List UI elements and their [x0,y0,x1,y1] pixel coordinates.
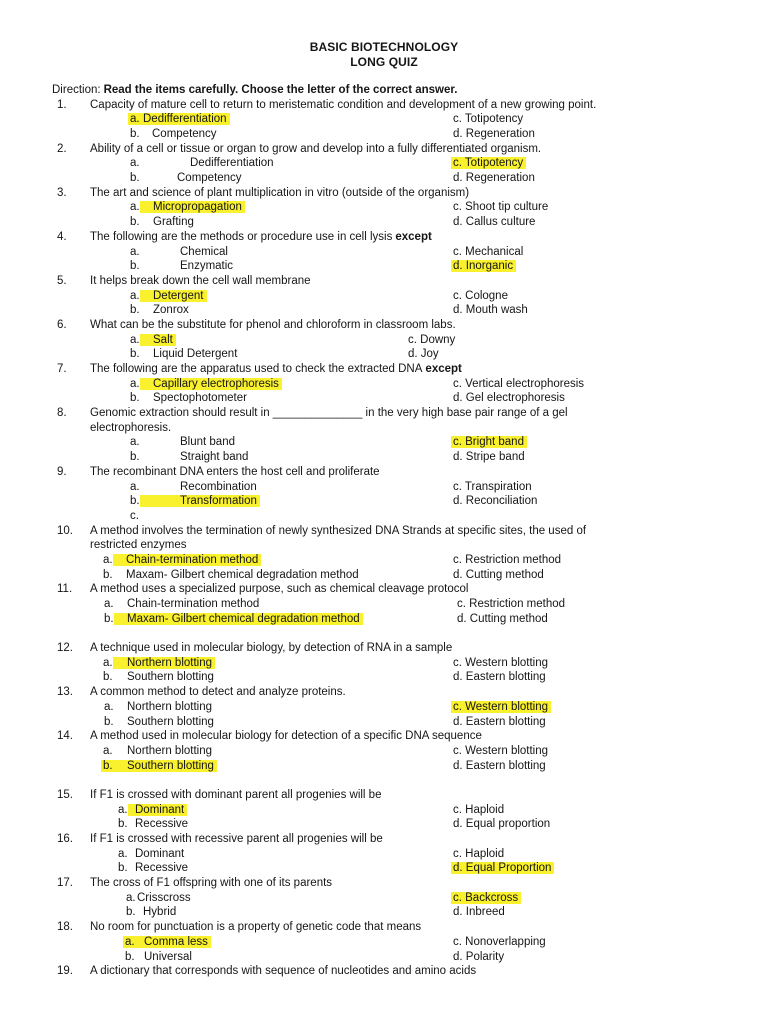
option-row [0,657,768,672]
question-text-row [0,730,768,745]
question-3 [0,187,768,231]
option-text: Southern blotting [127,715,214,728]
option-row [0,554,768,569]
option-letter: b. [104,612,114,625]
question-number: 2. [57,142,67,155]
question-number: 19. [57,965,73,978]
question-text-row [0,319,768,334]
option-letter: b. [103,568,113,581]
question-17 [0,877,768,921]
question-1 [0,99,768,143]
question-text: A method uses a specialized purpose, such as chemical cleavage protocol [90,583,469,596]
question-text-row [0,187,768,202]
option-text: Detergent [140,290,207,302]
question-text: Genomic extraction should result in ______________ in the very high base pair range of a gel [90,407,568,420]
option-text: d. Equal proportion [453,818,551,831]
option-row [0,716,768,731]
quiz-title-line2: LONG QUIZ [350,54,418,69]
option-text: Enzymatic [180,260,234,273]
option-text: Universal [144,950,192,963]
question-number: 8. [57,407,67,420]
question-text: The cross of F1 offspring with one of its parents [90,877,333,890]
question-number: 16. [57,833,73,846]
option-letter: a. [118,847,128,860]
option-row [0,804,768,819]
option-letter: a. [103,656,113,669]
quiz-title-line1: BASIC BIOTECHNOLOGY [309,40,459,54]
question-text-row [0,686,768,701]
option-text: Recessive [135,818,189,831]
question-9 [0,466,768,525]
question-text: restricted enzymes [90,539,187,552]
option-row [0,436,768,451]
option-text: Straight band [180,451,249,464]
option-letter: b. [125,950,135,963]
option-text: Northern blotting [127,700,213,713]
option-row [0,745,768,760]
question-text: If F1 is crossed with dominant parent all progenies will be [90,788,382,801]
question-text: Capacity of mature cell to return to meristematic condition and development of a new growing point. [90,98,597,111]
option-text: c. Restriction method [457,598,566,611]
question-16 [0,833,768,877]
option-row [0,569,768,584]
option-text: d. Mouth wash [453,304,528,317]
option-row [0,495,768,510]
option-letter: b. [118,818,128,831]
question-8 [0,407,768,466]
option-text: c. Western blotting [453,656,549,669]
question-text: The recombinant DNA enters the host cell and proliferate [90,465,380,478]
option-text: Grafting [153,216,194,229]
option-letter: b. [130,348,140,361]
option-text: d. Reconciliation [453,495,538,508]
question-14 [0,730,768,774]
option-letter: b. [130,216,140,229]
option-letter: b. [118,862,128,875]
option-text: Recombination [180,480,257,493]
option-letter: a. [130,245,140,258]
question-19 [0,965,768,980]
option-letter: a. [130,377,140,390]
option-highlighted: c. Western blotting [451,701,551,713]
question-text-row [0,877,768,892]
question-number: 5. [57,274,67,287]
option-letter: a. [130,113,140,126]
option-row [0,701,768,716]
question-text: If F1 is crossed with recessive parent all progenies will be [90,833,383,846]
option-text: d. Joy [408,348,439,361]
option-text: d. Regeneration [453,128,535,141]
question-text-row [0,466,768,481]
question-15 [0,789,768,833]
option-text: c. Cologne [453,289,508,302]
question-text: A common method to detect and analyze proteins. [90,686,346,699]
question-text: A dictionary that corresponds with sequence of nucleotides and amino acids [90,965,477,978]
option-text: Competency [177,172,242,185]
option-letter: b. [104,715,114,728]
option-text: d. Cutting method [457,612,548,625]
option-row [0,378,768,393]
option-letter: a. [130,289,140,302]
option-letter: b. [126,906,136,919]
question-text-row [0,231,768,246]
option-row [0,216,768,231]
option-row [0,334,768,349]
option-text: d. Gel electrophoresis [453,392,565,405]
question-text-row-cont [0,539,768,554]
option-letter: a. [104,700,114,713]
question-13 [0,686,768,730]
title-gap [0,69,768,84]
option-text: Competency [152,128,217,141]
option-letter: a. [130,201,140,214]
title-row-1 [0,40,768,55]
option-text: Recessive [135,862,189,875]
option-highlighted: c. Bright band [451,436,527,448]
question-text: A method used in molecular biology for detection of a specific DNA sequence [90,730,482,743]
option-text: Dominant [128,804,187,816]
option-highlighted: b. Southern blotting [101,760,217,772]
option-text: Maxam- Gilbert chemical degradation method [114,613,363,625]
question-text-row [0,642,768,657]
option-highlighted: a. Dedifferentiation [128,113,230,125]
option-text: c. Downy [408,333,456,346]
option-row [0,892,768,907]
option-text: c. Vertical electrophoresis [453,377,585,390]
option-highlighted: d. Equal Proportion [451,862,554,874]
option-row [0,172,768,187]
option-row [0,862,768,877]
question-number: 7. [57,363,67,376]
option-row [0,598,768,613]
question-text: Ability of a cell or tissue or organ to grow and develop into a fully differentiated organism. [90,142,542,155]
question-7 [0,363,768,407]
option-row [0,510,768,525]
option-row [0,818,768,833]
question-text-row [0,833,768,848]
question-number: 13. [57,686,73,699]
option-letter: a. [126,891,136,904]
option-letter: a. [130,157,140,170]
option-row [0,671,768,686]
option-text: Spectophotometer [153,392,247,405]
option-row [0,392,768,407]
option-row [0,246,768,261]
option-letter: b. [130,128,140,141]
option-highlighted: c. Backcross [451,892,521,904]
question-text-row-cont [0,422,768,437]
option-letter: b. [130,260,140,273]
direction-instruction: Read the items carefully. Choose the letter of the correct answer. [103,83,458,96]
option-text: d. Regeneration [453,172,535,185]
question-text-row [0,789,768,804]
option-row [0,848,768,863]
question-text-bold: except [395,230,432,243]
option-text: Liquid Detergent [153,348,238,361]
option-text: Dedifferentiation [190,157,274,170]
option-letter: b. [130,172,140,185]
question-number: 4. [57,230,67,243]
option-text: Chain-termination method [127,598,260,611]
question-text: electrophoresis. [90,421,172,434]
option-row [0,951,768,966]
option-text: Dominant [135,847,185,860]
option-letter: a. [130,480,140,493]
question-number: 12. [57,642,73,655]
option-row [0,290,768,305]
option-highlighted: d. Inorganic [451,260,516,272]
question-10 [0,525,768,584]
question-11 [0,583,768,627]
question-text: What can be the substitute for phenol and chloroform in classroom labs. [90,318,456,331]
question-text: The art and science of plant multiplication in vitro (outside of the organism) [90,186,470,199]
option-letter: a. [103,553,113,566]
question-number: 10. [57,524,73,537]
option-text: Micropropagation [140,201,245,213]
option-text: Chemical [180,245,228,258]
option-text: c. Nonoverlapping [453,935,546,948]
question-text: A technique used in molecular biology, by detection of RNA in a sample [90,642,453,655]
option-letter: a. [103,744,113,757]
question-text-row [0,965,768,980]
option-text: Maxam- Gilbert chemical degradation method [126,568,359,581]
option-text: Blunt band [180,436,235,449]
option-letter: b. [103,759,113,772]
option-text: Crisscross [137,891,191,904]
option-row [0,936,768,951]
question-text-row [0,525,768,540]
option-row [0,201,768,216]
option-letter: b. [130,392,140,405]
question-text: The following are the methods or procedure use in cell lysis except [90,230,432,243]
option-letter: a. [130,436,140,449]
option-text: Capillary electrophoresis [140,378,282,390]
direction-label: Direction: [52,83,101,96]
option-text: d. Eastern blotting [453,671,546,684]
direction-row [0,84,768,99]
question-text: A method involves the termination of newly synthesized DNA Strands at specific sites, the used of [90,524,587,537]
question-number: 9. [57,465,67,478]
question-text-row [0,407,768,422]
option-text: Salt [140,334,176,346]
option-text: Hybrid [143,906,177,919]
question-text-row [0,583,768,598]
option-row [0,613,768,628]
direction-text [52,84,457,96]
question-text-row [0,921,768,936]
option-text: Chain-termination method [113,554,261,566]
option-text: Transformation [140,495,260,507]
option-text: c. Western blotting [453,744,549,757]
question-4 [0,231,768,275]
option-text: Southern blotting [127,671,214,684]
question-number: 11. [57,583,73,596]
question-number: 17. [57,877,73,890]
option-text: d. Cutting method [453,568,544,581]
question-text: No room for punctuation is a property of genetic code that means [90,921,422,934]
option-text: c. Totipotency [453,113,524,126]
option-text: Northern blotting [113,657,215,669]
question-text: It helps break down the cell wall membrane [90,274,311,287]
question-text-row [0,363,768,378]
question-number: 14. [57,730,73,743]
option-text: Northern blotting [127,744,213,757]
option-text: d. Eastern blotting [453,715,546,728]
question-number: 15. [57,788,73,801]
option-letter: a. [118,803,128,816]
question-number: 3. [57,186,67,199]
question-text-bold: except [425,363,462,376]
option-row [0,304,768,319]
questions-list [0,99,768,980]
option-letter: a. [130,333,140,346]
option-text: c. Haploid [453,847,505,860]
option-text: d. Polarity [453,950,505,963]
option-text: Zonrox [153,304,189,317]
question-6 [0,319,768,363]
option-letter: b. [130,495,140,508]
option-letter: b. [103,671,113,684]
question-number: 6. [57,318,67,331]
option-highlighted: a. Comma less [123,936,211,948]
option-highlighted: c. Totipotency [451,157,526,169]
question-number: 18. [57,921,73,934]
question-12 [0,642,768,686]
question-2 [0,143,768,187]
question-text: The following are the apparatus used to check the extracted DNA except [90,363,462,376]
option-text: c. Haploid [453,803,505,816]
option-text: d. Callus culture [453,216,536,229]
option-row [0,906,768,921]
option-text: c. Shoot tip culture [453,201,549,214]
option-row [0,481,768,496]
option-text: c. Transpiration [453,480,532,493]
question-number: 1. [57,98,67,111]
option-text: c. Mechanical [453,245,524,258]
option-letter: c. [130,509,139,522]
option-text: d. Inbreed [453,906,505,919]
option-letter: b. [130,451,140,464]
option-row [0,348,768,363]
question-text-row [0,143,768,158]
option-text: d. Stripe band [453,451,525,464]
question-5 [0,275,768,319]
question-18 [0,921,768,965]
option-text: d. Eastern blotting [453,759,546,772]
option-row [0,451,768,466]
question-text-row [0,275,768,290]
option-text: c. Restriction method [453,553,562,566]
option-letter: b. [130,304,140,317]
option-row [0,157,768,172]
option-row [0,260,768,275]
title-row-2 [0,55,768,70]
option-row [0,760,768,775]
question-text-row [0,99,768,114]
option-row [0,128,768,143]
option-letter: a. [125,935,135,948]
option-letter: a. [104,598,114,611]
option-row [0,113,768,128]
